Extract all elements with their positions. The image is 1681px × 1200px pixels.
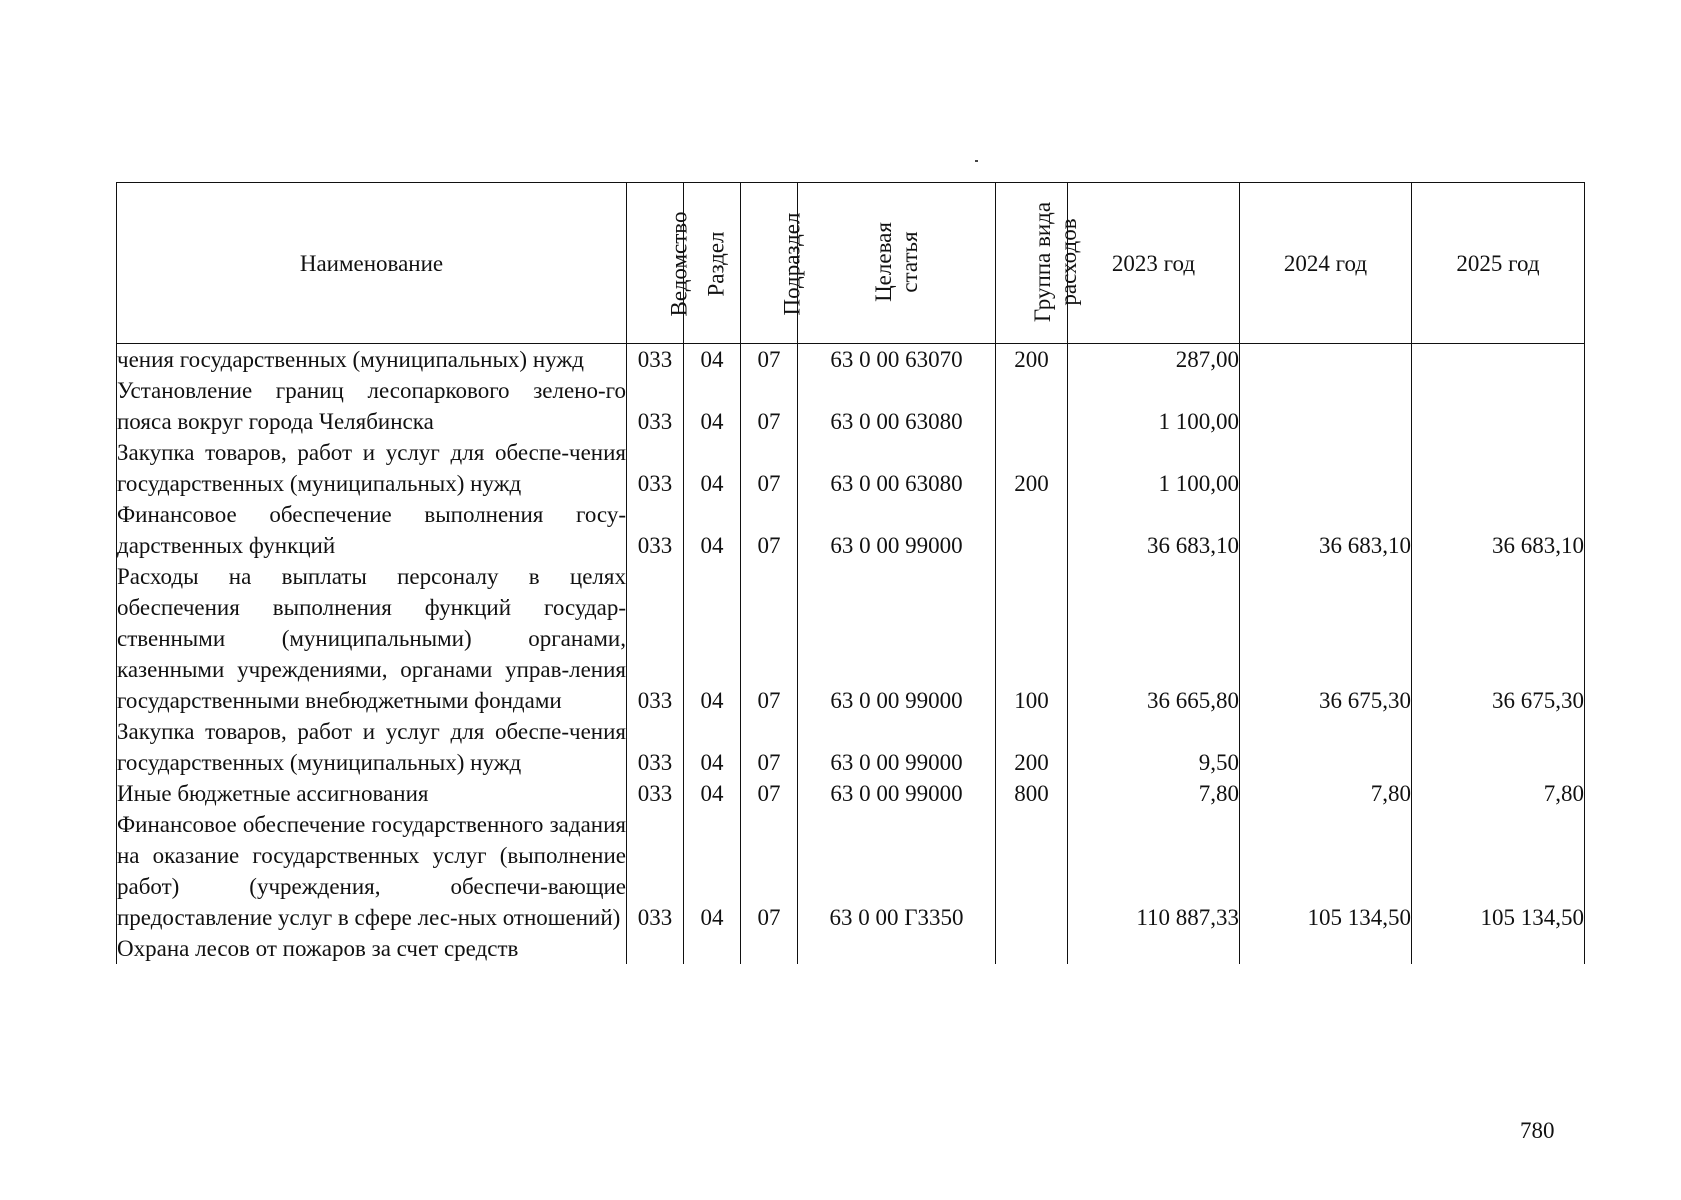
- header-expense-group: Группа вида расходов: [996, 183, 1068, 344]
- row-2023: 7,80: [1068, 778, 1240, 809]
- row-2024: 36 675,30: [1240, 561, 1412, 716]
- row-name: чения государственных (муниципальных) нужд: [117, 344, 627, 376]
- row-name: Установление границ лесопаркового зелено-го пояса вокруг города Челябинска: [117, 375, 627, 437]
- row-2023: [1068, 933, 1240, 964]
- row-subsection: 07: [741, 778, 798, 809]
- header-2023: 2023 год: [1068, 183, 1240, 344]
- row-subsection: 07: [741, 809, 798, 933]
- row-2025: 36 675,30: [1412, 561, 1585, 716]
- row-department: 033: [627, 778, 684, 809]
- row-subsection: 07: [741, 499, 798, 561]
- row-subsection: [741, 933, 798, 964]
- row-expense-group: 200: [996, 716, 1068, 778]
- table-row: [117, 344, 1585, 376]
- row-2023: 9,50: [1068, 716, 1240, 778]
- row-target-item: 63 0 00 63080: [798, 375, 996, 437]
- row-subsection: 07: [741, 344, 798, 376]
- row-2024: [1240, 933, 1412, 964]
- row-name: Охрана лесов от пожаров за счет средств: [117, 933, 627, 964]
- row-target-item: [798, 933, 996, 964]
- row-2024: [1240, 716, 1412, 778]
- row-2025: 105 134,50: [1412, 809, 1585, 933]
- row-department: 033: [627, 716, 684, 778]
- scan-speck: [975, 160, 978, 162]
- row-department: [627, 933, 684, 964]
- header-2025: 2025 год: [1412, 183, 1585, 344]
- header-target-item: Целевая статья: [798, 183, 996, 344]
- row-section: 04: [684, 716, 741, 778]
- row-subsection: 07: [741, 561, 798, 716]
- row-target-item: 63 0 00 63080: [798, 437, 996, 499]
- table-row: [117, 778, 1585, 809]
- row-section: 04: [684, 375, 741, 437]
- row-2024: [1240, 375, 1412, 437]
- row-2025: [1412, 375, 1585, 437]
- header-department: Ведомство: [627, 183, 684, 344]
- table-row: [117, 809, 1585, 933]
- row-2024: 7,80: [1240, 778, 1412, 809]
- row-expense-group: [996, 375, 1068, 437]
- row-expense-group: 800: [996, 778, 1068, 809]
- header-section: Раздел: [684, 183, 741, 344]
- row-2023: 287,00: [1068, 344, 1240, 376]
- row-2025: [1412, 437, 1585, 499]
- row-expense-group: [996, 933, 1068, 964]
- table-row: [117, 561, 1585, 716]
- row-name: Финансовое обеспечение государственного задания на оказание государственных услуг (выполнение работ) (учреждения, обеспечи-вающие предоставление услуг в сфере лес-ных отношений): [117, 809, 627, 933]
- row-2025: [1412, 716, 1585, 778]
- page-number: 780: [1520, 1118, 1555, 1143]
- row-target-item: 63 0 00 99000: [798, 716, 996, 778]
- row-2023: 36 683,10: [1068, 499, 1240, 561]
- row-section: 04: [684, 561, 741, 716]
- row-name: Закупка товаров, работ и услуг для обеспе-чения государственных (муниципальных) нужд: [117, 716, 627, 778]
- table-row: [117, 716, 1585, 778]
- row-name: Расходы на выплаты персоналу в целях обеспечения выполнения функций государ-ственными (муниципальными) органами, казенными учреждениями, органами управ-ления государственными внебюджетными фондами: [117, 561, 627, 716]
- row-expense-group: [996, 499, 1068, 561]
- row-2024: 36 683,10: [1240, 499, 1412, 561]
- row-department: 033: [627, 561, 684, 716]
- budget-table-container: [116, 182, 1584, 964]
- row-2024: [1240, 437, 1412, 499]
- row-section: 04: [684, 809, 741, 933]
- table-header-row: [117, 183, 1585, 344]
- row-section: [684, 933, 741, 964]
- row-2025: 36 683,10: [1412, 499, 1585, 561]
- row-section: 04: [684, 344, 741, 376]
- row-subsection: 07: [741, 716, 798, 778]
- row-section: 04: [684, 437, 741, 499]
- row-target-item: 63 0 00 99000: [798, 499, 996, 561]
- row-2024: 105 134,50: [1240, 809, 1412, 933]
- table-row: [117, 499, 1585, 561]
- row-section: 04: [684, 778, 741, 809]
- row-expense-group: [996, 809, 1068, 933]
- row-expense-group: 200: [996, 344, 1068, 376]
- row-name: Закупка товаров, работ и услуг для обеспе-чения государственных (муниципальных) нужд: [117, 437, 627, 499]
- row-subsection: 07: [741, 375, 798, 437]
- row-2023: 1 100,00: [1068, 437, 1240, 499]
- row-2023: 1 100,00: [1068, 375, 1240, 437]
- row-2023: 36 665,80: [1068, 561, 1240, 716]
- row-target-item: 63 0 00 99000: [798, 778, 996, 809]
- row-expense-group: 200: [996, 437, 1068, 499]
- row-2025: 7,80: [1412, 778, 1585, 809]
- header-subsection: Подраздел: [741, 183, 798, 344]
- row-department: 033: [627, 809, 684, 933]
- table-row: [117, 437, 1585, 499]
- table-row: [117, 933, 1585, 964]
- table-row: [117, 375, 1585, 437]
- row-2025: [1412, 344, 1585, 376]
- row-target-item: 63 0 00 99000: [798, 561, 996, 716]
- row-section: 04: [684, 499, 741, 561]
- header-name: Наименование: [117, 183, 627, 344]
- row-2023: 110 887,33: [1068, 809, 1240, 933]
- row-department: 033: [627, 375, 684, 437]
- row-subsection: 07: [741, 437, 798, 499]
- row-2024: [1240, 344, 1412, 376]
- budget-table: [116, 182, 1585, 964]
- row-name: Иные бюджетные ассигнования: [117, 778, 627, 809]
- row-2025: [1412, 933, 1585, 964]
- row-department: 033: [627, 499, 684, 561]
- row-target-item: 63 0 00 Г3350: [798, 809, 996, 933]
- row-name: Финансовое обеспечение выполнения госу-дарственных функций: [117, 499, 627, 561]
- row-target-item: 63 0 00 63070: [798, 344, 996, 376]
- header-2024: 2024 год: [1240, 183, 1412, 344]
- row-expense-group: 100: [996, 561, 1068, 716]
- row-department: 033: [627, 344, 684, 376]
- row-department: 033: [627, 437, 684, 499]
